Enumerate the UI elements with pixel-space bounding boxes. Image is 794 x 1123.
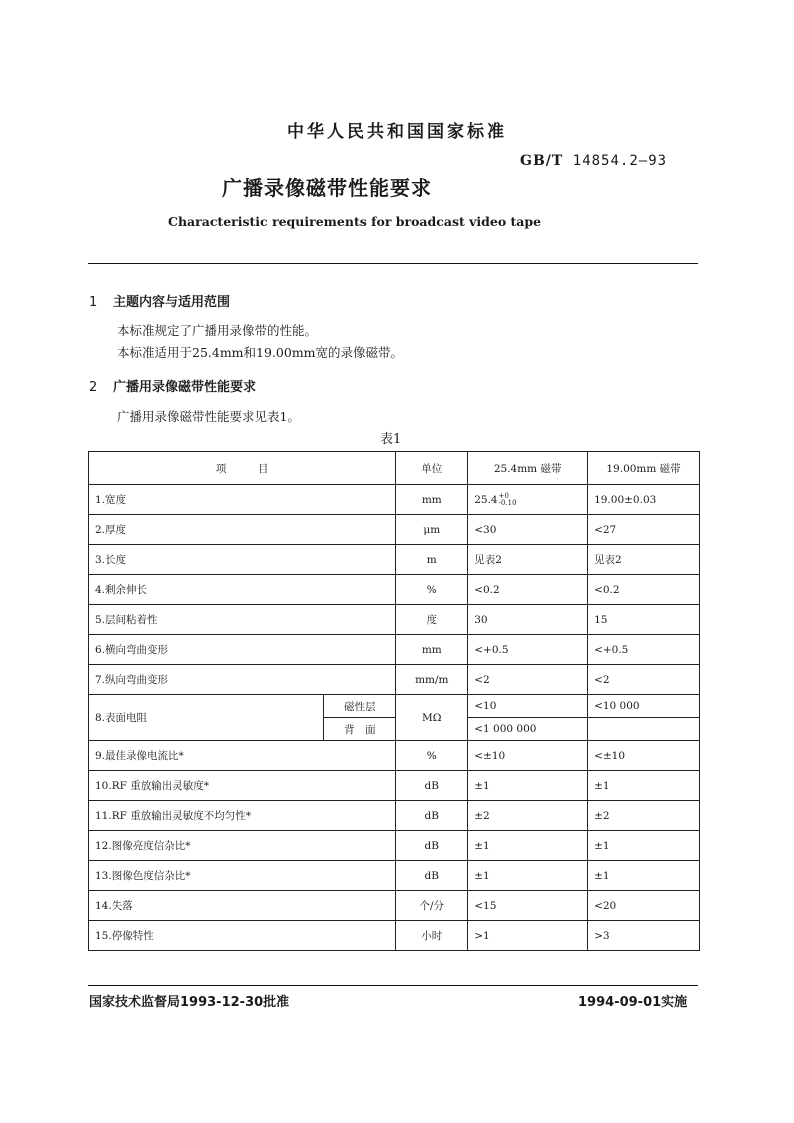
section-2-para-1: 广播用录像磁带性能要求见表1。 [117, 409, 300, 424]
section-1-heading [89, 291, 230, 310]
row-unit: mm/m [396, 665, 468, 695]
row-item: 9.最佳录像电流比* [89, 741, 396, 771]
row-col2: <10 000 [588, 695, 700, 718]
section-1-title: 主题内容与适用范围 [113, 295, 231, 310]
table-row [89, 831, 700, 861]
row-item: 4.剩余伸长 [89, 575, 396, 605]
row-col2: <+0.5 [588, 635, 700, 665]
row-col1: <+0.5 [468, 635, 588, 665]
table-row [89, 861, 700, 891]
table-row [89, 801, 700, 831]
table-row [89, 515, 700, 545]
header-rule [88, 263, 698, 264]
section-2-heading [89, 376, 256, 395]
row-subitem: 背 面 [324, 718, 396, 741]
table-row [89, 741, 700, 771]
standard-prefix: GB/T [520, 153, 564, 169]
row-col1: <15 [468, 891, 588, 921]
header-item: 项 目 [89, 452, 396, 485]
footer-rule [88, 985, 698, 986]
row-col2: <27 [588, 515, 700, 545]
document-title-en: Characteristic requirements for broadcast video tape [168, 214, 542, 229]
row-col2: <2 [588, 665, 700, 695]
row-col2 [588, 718, 700, 741]
document-title-cn: 广播录像磁带性能要求 [222, 176, 432, 200]
table-row [89, 545, 700, 575]
row-col1: 30 [468, 605, 588, 635]
row-item: 14.失落 [89, 891, 396, 921]
table-row [89, 635, 700, 665]
width-tol-lower: -0.10 [498, 498, 517, 507]
section-1-number: 1 [89, 295, 98, 310]
table-row [89, 485, 700, 515]
row-unit: MΩ [396, 695, 468, 741]
row-col2: ±1 [588, 861, 700, 891]
width-tolerance [499, 493, 517, 507]
row-col2: <20 [588, 891, 700, 921]
row-unit: dB [396, 771, 468, 801]
row-col1: <±10 [468, 741, 588, 771]
row-unit: 度 [396, 605, 468, 635]
row-item: 3.长度 [89, 545, 396, 575]
row-item: 12.图像亮度信杂比* [89, 831, 396, 861]
row-item: 2.厚度 [89, 515, 396, 545]
section-1-para-2: 本标准适用于25.4mm和19.00mm宽的录像磁带。 [117, 345, 404, 360]
row-col1: 见表2 [468, 545, 588, 575]
row-col1: >1 [468, 921, 588, 951]
row-col1: ±1 [468, 771, 588, 801]
row-col1: <0.2 [468, 575, 588, 605]
row-unit: dB [396, 831, 468, 861]
approval-date: 国家技术监督局1993-12-30批准 [89, 995, 290, 1010]
row-col1: <2 [468, 665, 588, 695]
section-2-number: 2 [89, 380, 98, 395]
row-col2: 15 [588, 605, 700, 635]
standard-number [520, 153, 667, 169]
row-item: 15.停像特性 [89, 921, 396, 951]
width-base: 25.4 [474, 493, 498, 506]
row-col1: <30 [468, 515, 588, 545]
row-unit: dB [396, 861, 468, 891]
row-unit: mm [396, 485, 468, 515]
table-row [89, 921, 700, 951]
row-col1: ±1 [468, 831, 588, 861]
effective-date: 1994-09-01实施 [578, 995, 688, 1010]
table-header-row [89, 452, 700, 485]
row-item: 13.图像色度信杂比* [89, 861, 396, 891]
table-row [89, 605, 700, 635]
performance-table [88, 451, 700, 951]
row-unit: 小时 [396, 921, 468, 951]
row-col1: <10 [468, 695, 588, 718]
row-col1: ±1 [468, 861, 588, 891]
row-col2: >3 [588, 921, 700, 951]
row-subitem: 磁性层 [324, 695, 396, 718]
row-item: 11.RF 重放输出灵敏度不均匀性* [89, 801, 396, 831]
section-2-title: 广播用录像磁带性能要求 [113, 380, 257, 395]
row-item: 8.表面电阻 [89, 695, 324, 741]
header-col2: 19.00mm 磁带 [588, 452, 700, 485]
row-item: 1.宽度 [89, 485, 396, 515]
section-1-para-1: 本标准规定了广播用录像带的性能。 [117, 323, 318, 338]
row-unit: dB [396, 801, 468, 831]
row-col2: <0.2 [588, 575, 700, 605]
issuing-body-header: 中华人民共和国国家标准 [287, 122, 507, 142]
row-col2: ±2 [588, 801, 700, 831]
row-item: 10.RF 重放输出灵敏度* [89, 771, 396, 801]
row-unit: m [396, 545, 468, 575]
table-row [89, 771, 700, 801]
table-caption: 表1 [380, 432, 402, 447]
row-col1 [468, 485, 588, 515]
row-item: 7.纵向弯曲变形 [89, 665, 396, 695]
row-col2: ±1 [588, 771, 700, 801]
standard-code: 14854.2—93 [572, 153, 668, 169]
table-row [89, 695, 700, 718]
row-col2: <±10 [588, 741, 700, 771]
row-unit: % [396, 575, 468, 605]
row-col2: ±1 [588, 831, 700, 861]
header-col1: 25.4mm 磁带 [468, 452, 588, 485]
row-item: 5.层间粘着性 [89, 605, 396, 635]
row-item: 6.横向弯曲变形 [89, 635, 396, 665]
row-unit: % [396, 741, 468, 771]
width-tol-upper: +0 [498, 491, 509, 500]
table-row [89, 575, 700, 605]
table-row [89, 891, 700, 921]
row-col1: <1 000 000 [468, 718, 588, 741]
table-row [89, 665, 700, 695]
row-unit: 个/分 [396, 891, 468, 921]
row-unit: μm [396, 515, 468, 545]
row-unit: mm [396, 635, 468, 665]
row-col1: ±2 [468, 801, 588, 831]
row-col2: 见表2 [588, 545, 700, 575]
row-col2: 19.00±0.03 [588, 485, 700, 515]
header-unit: 单位 [396, 452, 468, 485]
